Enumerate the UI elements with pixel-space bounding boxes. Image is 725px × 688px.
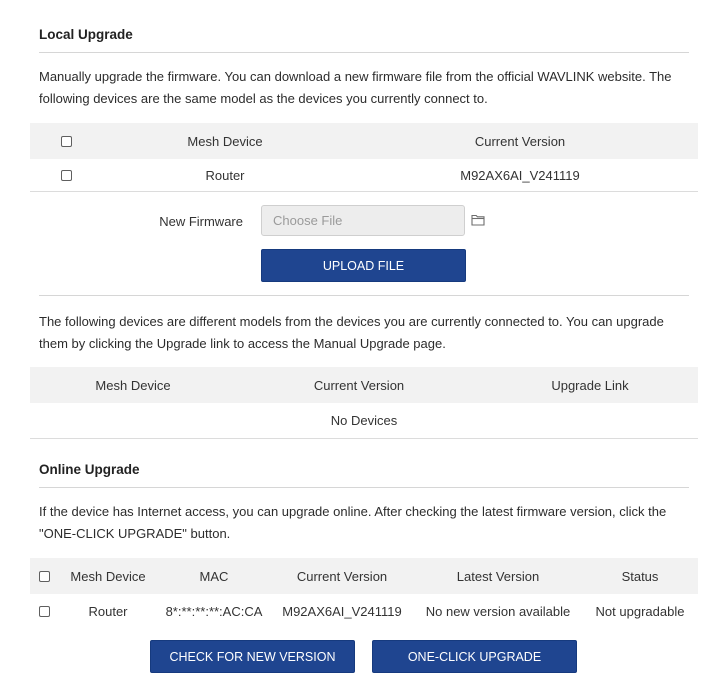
online-upgrade-title: Online Upgrade [39, 462, 140, 477]
online-table-header [30, 558, 698, 594]
local-upgrade-description [39, 66, 684, 110]
select-all-checkbox[interactable] [61, 136, 72, 147]
diff-desc-line2: them by clicking the Upgrade link to access the Manual Upgrade page. [39, 336, 446, 351]
col-mac: MAC [199, 568, 229, 584]
online-upgrade-divider [39, 487, 689, 488]
online-upgrade-description [39, 501, 684, 545]
different-model-table-header [30, 367, 698, 403]
same-model-table-header [30, 123, 698, 159]
online-desc-line1: If the device has Internet access, you can upgrade online. After checking the latest firmware version, click the [39, 504, 667, 519]
col-latest-version: Latest Version [456, 568, 540, 584]
online-row-mac: 8*:**:**:**:AC:CA [165, 603, 263, 619]
one-click-upgrade-button[interactable]: ONE-CLICK UPGRADE [372, 640, 577, 673]
online-row-select-cell [36, 594, 52, 628]
folder-icon[interactable] [471, 213, 485, 226]
col-mesh-device: Mesh Device [95, 377, 171, 393]
local-upgrade-divider [39, 52, 689, 53]
local-upgrade-desc-line1: Manually upgrade the firmware. You can download a new firmware file from the official WAVLINK website. The [39, 69, 672, 84]
col-current-version: Current Version [296, 568, 388, 584]
online-row-current-version: M92AX6AI_V241119 [282, 603, 402, 619]
new-firmware-label: New Firmware [159, 214, 243, 229]
row-select-cell [54, 159, 78, 191]
online-select-all-checkbox[interactable] [39, 571, 50, 582]
online-desc-line2: "ONE-CLICK UPGRADE" button. [39, 526, 231, 541]
choose-file-placeholder: Choose File [273, 213, 343, 228]
row-current-version: M92AX6AI_V241119 [460, 167, 580, 183]
empty-table-row [30, 403, 698, 439]
col-mesh-device: Mesh Device [187, 133, 263, 149]
col-current-version: Current Version [313, 377, 405, 393]
choose-file-input[interactable] [261, 205, 465, 236]
diff-desc-line1: The following devices are different models from the devices you are currently connected to. You can upgrade [39, 314, 664, 329]
table-row [30, 594, 698, 628]
col-status: Status [621, 568, 659, 584]
col-current-version: Current Version [474, 133, 566, 149]
upload-file-button[interactable]: UPLOAD FILE [261, 249, 466, 282]
select-all-cell [54, 123, 78, 159]
local-upgrade-title: Local Upgrade [39, 27, 133, 42]
online-row-status: Not upgradable [595, 603, 685, 619]
local-upgrade-desc-line2: following devices are the same model as the devices you currently connect to. [39, 91, 488, 106]
col-upgrade-link: Upgrade Link [551, 377, 629, 393]
table-row [30, 159, 698, 192]
row-device-name: Router [205, 167, 245, 183]
online-row-latest-version: No new version available [425, 603, 571, 619]
online-row-device: Router [88, 603, 128, 619]
online-row-checkbox[interactable] [39, 606, 50, 617]
col-mesh-device: Mesh Device [70, 568, 146, 584]
no-devices-text: No Devices [330, 413, 398, 428]
row-checkbox[interactable] [61, 170, 72, 181]
different-model-description [39, 311, 684, 355]
firmware-divider [39, 295, 689, 296]
online-select-all-cell [36, 558, 52, 594]
check-new-version-button[interactable]: CHECK FOR NEW VERSION [150, 640, 355, 673]
